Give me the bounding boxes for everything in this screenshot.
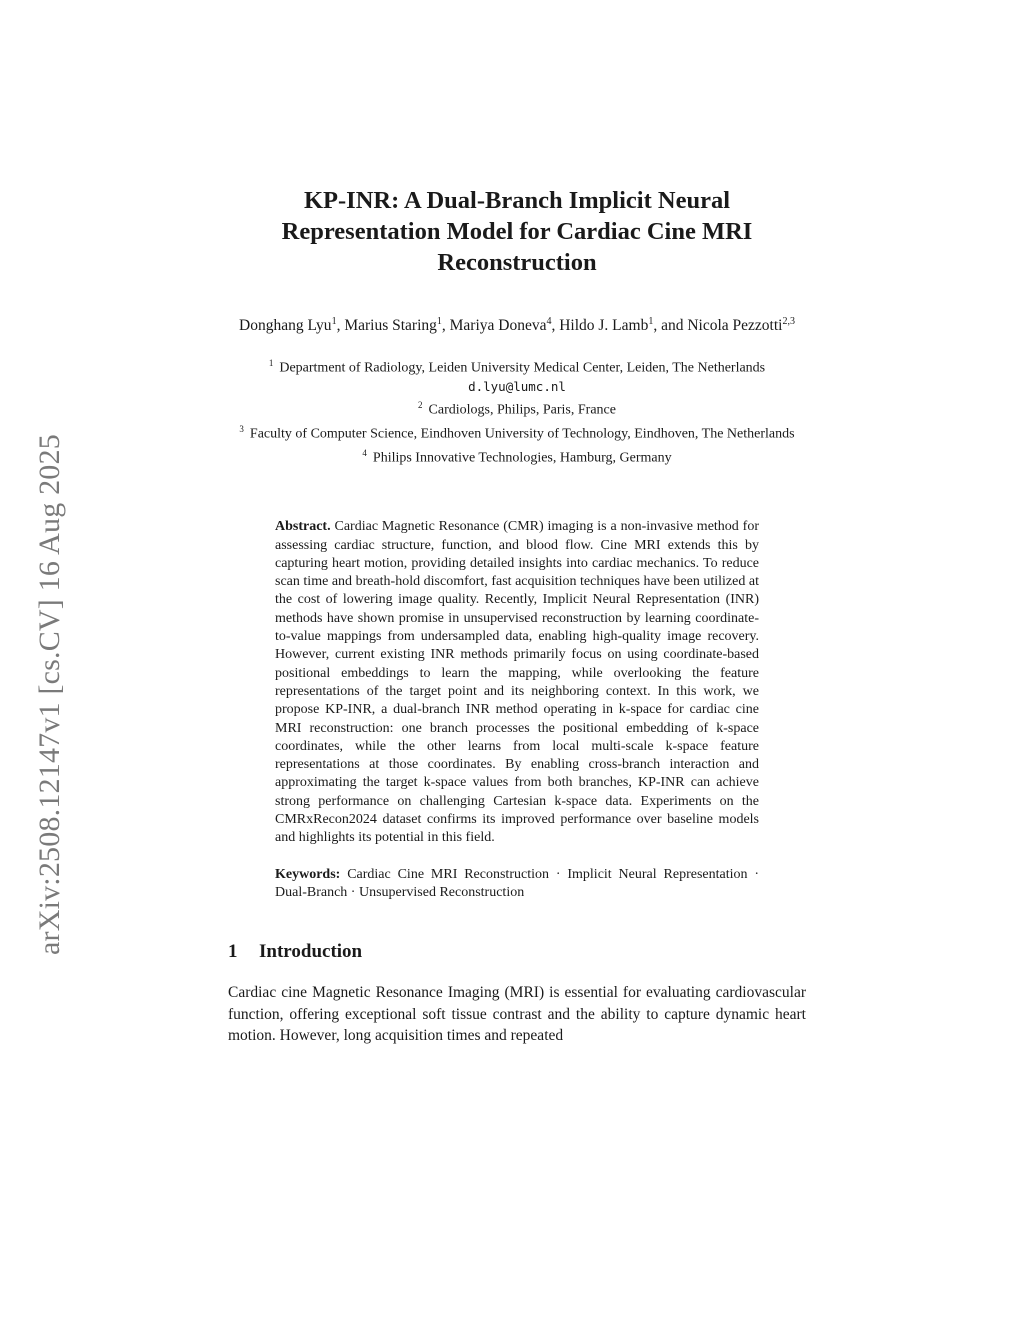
author-name: Marius Staring — [344, 317, 437, 335]
abstract — [275, 518, 759, 847]
author-list: Donghang Lyu$^1$, Marius Staring$^1$, Mariya Doneva$^4$, Hildo J. Lamb$^1$, and Nicola Pezzotti$^{2,3}$ — [239, 316, 795, 335]
affiliation-mark: 1 — [268, 358, 274, 369]
affiliation-item — [228, 396, 806, 420]
author-affiliation-mark: 1 — [648, 316, 654, 327]
affiliation-text: Department of Radiology, Leiden University Medical Center, Leiden, The Netherlands — [279, 360, 766, 376]
section-heading — [228, 940, 806, 964]
author-affiliation-mark: 4 — [546, 316, 552, 327]
affiliation-mark: 2 — [418, 400, 423, 411]
paper-page — [228, 185, 806, 1046]
author-affiliation-mark: 2,3 — [782, 316, 795, 327]
author-name: Hildo J. Lamb — [559, 317, 649, 335]
author-name: Donghang Lyu — [239, 317, 332, 335]
author-affiliation-mark: 1 — [436, 316, 442, 327]
keywords — [275, 866, 759, 903]
affiliation-list — [228, 354, 806, 468]
keywords-label: Keywords: — [275, 866, 341, 882]
section-number: 1 — [228, 941, 238, 963]
affiliation-mark: 4 — [362, 448, 367, 459]
intro-paragraph: Cardiac cine Magnetic Resonance Imaging (MRI) is essential for evaluating cardiovascular function, offering exceptional soft tissue contrast and the ability to capture dynamic heart motion. However, long acquisition times and repeated — [228, 984, 806, 1044]
affiliation-item — [228, 354, 806, 378]
affiliation-mark: 3 — [239, 424, 244, 435]
affiliation-text: Faculty of Computer Science, Eindhoven University of Technology, Eindhoven, The Netherlands — [249, 427, 795, 443]
section-title: Introduction — [259, 941, 363, 963]
author-name: Mariya Doneva — [449, 317, 547, 335]
author-affiliation-mark: 1 — [331, 316, 337, 327]
author-name: Nicola Pezzotti — [687, 317, 783, 335]
affiliation-text: Philips Innovative Technologies, Hamburg, Germany — [372, 450, 672, 466]
affiliation-item — [228, 420, 806, 444]
paper-title: KP-INR: A Dual-Branch Implicit Neural Representation Model for Cardiac Cine MRI Reconstruction — [281, 187, 753, 276]
keywords-text: Cardiac Cine MRI Reconstruction · Implicit Neural Representation · Dual-Branch · Unsupervised Reconstruction — [275, 866, 760, 900]
affiliation-text: Cardiologs, Philips, Paris, France — [428, 403, 616, 419]
arxiv-identifier-stamp: arXiv:2508.12147v1 [cs.CV] 16 Aug 2025 — [33, 434, 66, 955]
affiliation-item — [228, 444, 806, 468]
author-email: d.lyu@lumc.nl — [468, 379, 566, 395]
abstract-label: Abstract. — [275, 519, 331, 535]
abstract-text: Cardiac Magnetic Resonance (CMR) imaging is a non-invasive method for assessing cardiac structure, function, and blood flow. Cine MRI extends this by capturing heart motion, providing detailed insights into cardiac mechanics. To reduce scan time and breath-hold discomfort, fast acquisition techniques have been utilized at the cost of lowering image quality. Recently, Implicit Neural Representation (INR) methods have shown promise in unsupervised reconstruction by learning coordinate-to-value mappings from undersampled data, enabling high-quality image recovery. However, current existing INR methods primarily focus on using coordinate-based positional embeddings to learn the mapping, while overlooking the feature representations of the target point and its neighboring context. In this work, we propose KP-INR, a dual-branch INR method operating in k-space for cardiac cine MRI reconstruction: one branch processes the positional embedding of k-space coordinates, while the other learns from local multi-scale k-space feature representations at those coordinates. By enabling cross-branch interaction and approximating the target k-space values from both branches, KP-INR can achieve strong performance on challenging Cartesian k-space data. Experiments on the CMRxRecon2024 dataset confirms its improved performance over baseline models and highlights its potential in this field. — [275, 519, 760, 846]
